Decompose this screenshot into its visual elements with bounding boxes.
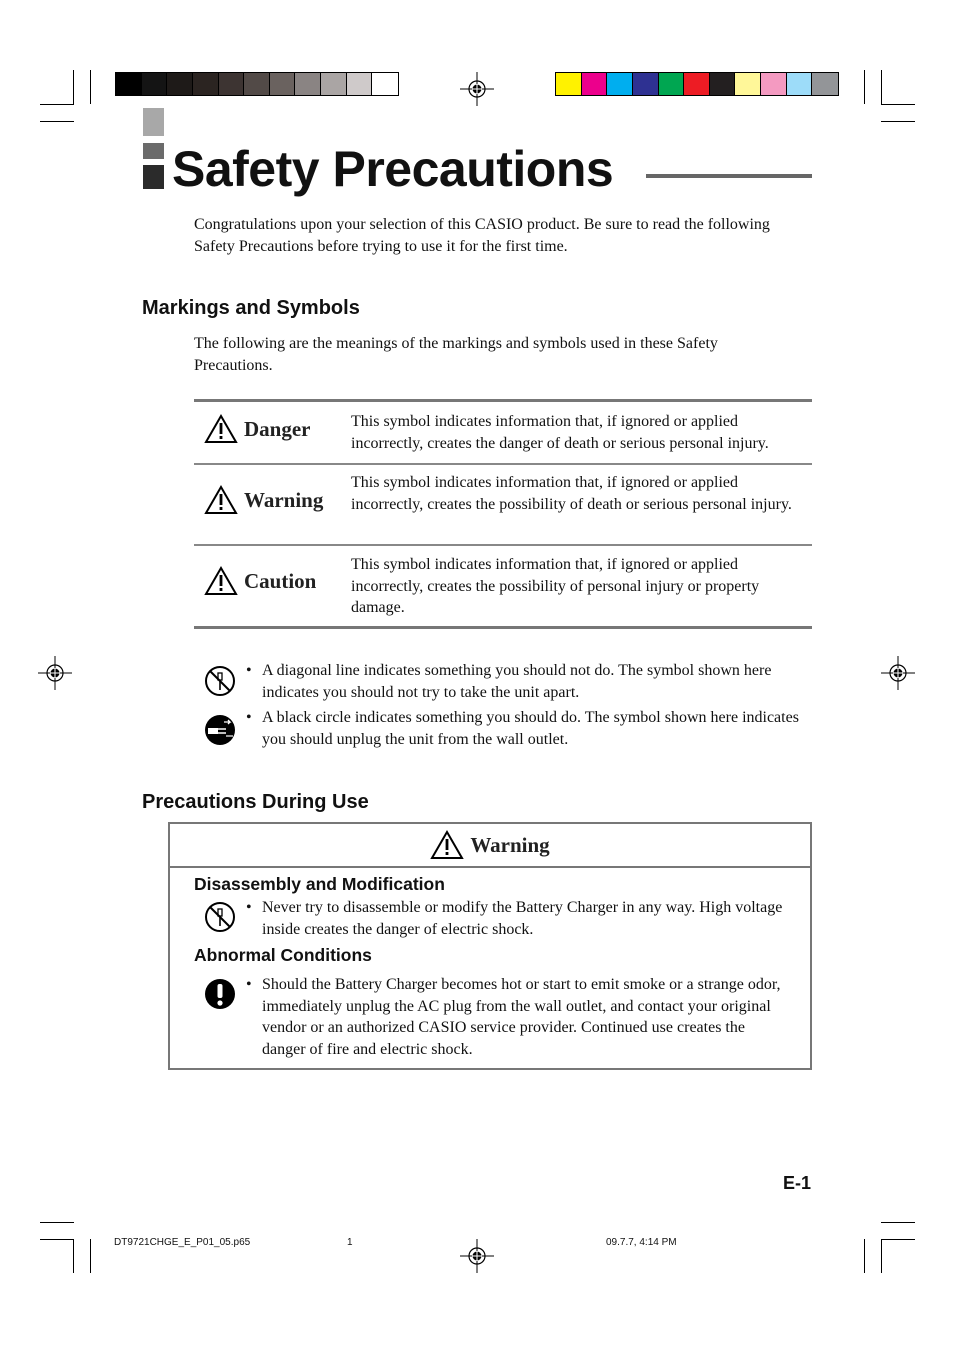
warning-box-label: Warning <box>470 832 550 857</box>
unplug-icon <box>204 714 236 746</box>
grayscale-bar <box>115 72 399 96</box>
color-swatch <box>142 73 168 95</box>
footer-timestamp: 09.7.7, 4:14 PM <box>606 1237 677 1248</box>
registration-mark-right <box>881 656 915 690</box>
symbol-label: Caution <box>244 568 317 593</box>
warning-box-header <box>170 824 810 868</box>
bullet: • <box>246 976 252 993</box>
color-swatch <box>347 73 373 95</box>
intro-paragraph: Congratulations upon your selection of this CASIO product. Be sure to read the following Safety Precautions before trying to use it for the first time. <box>194 216 770 255</box>
color-swatch <box>787 73 813 95</box>
section-title-abnormal: Abnormal Conditions <box>194 945 372 965</box>
symbol-row-caution <box>194 546 812 629</box>
color-swatch <box>116 73 142 95</box>
list-item <box>246 660 806 703</box>
footer-filename: DT9721CHGE_E_P01_05.p65 <box>114 1237 251 1248</box>
exclamation-icon <box>204 978 236 1010</box>
color-swatch <box>270 73 296 95</box>
precautions-heading: Precautions During Use <box>142 791 369 813</box>
symbol-row-warning <box>194 465 812 546</box>
color-swatch <box>582 73 608 95</box>
color-swatch <box>710 73 736 95</box>
bullet-text: Should the Battery Charger becomes hot or start to emit smoke or a strange odor, immediately unplug the AC plug from the wall outlet, and contact your original vendor or an authorized CASIO service provider. Continued use creates the danger of fire and electric shock. <box>262 976 781 1058</box>
bullet-text: A diagonal line indicates something you should not do. The symbol shown here indicates you should not try to take the unit apart. <box>262 662 772 701</box>
title-rule <box>646 174 812 178</box>
markings-heading: Markings and Symbols <box>142 297 360 319</box>
color-swatch <box>167 73 193 95</box>
color-swatch <box>761 73 787 95</box>
color-swatch <box>633 73 659 95</box>
symbol-description: This symbol indicates information that, if ignored or applied incorrectly, creates the possibility of personal injury or property damage. <box>351 556 760 616</box>
symbol-description: This symbol indicates information that, if ignored or applied incorrectly, creates the danger of death or serious personal injury. <box>351 413 769 452</box>
symbol-description: This symbol indicates information that, if ignored or applied incorrectly, creates the possibility of death or serious personal injury. <box>351 474 792 513</box>
color-swatch <box>684 73 710 95</box>
page-number: E-1 <box>783 1173 812 1193</box>
list-item <box>246 897 806 940</box>
list-item <box>246 707 806 750</box>
color-swatch <box>321 73 347 95</box>
symbol-label: Danger <box>244 416 311 441</box>
color-swatch <box>372 73 398 95</box>
color-swatch <box>607 73 633 95</box>
symbol-row-danger <box>194 402 812 465</box>
color-swatch <box>295 73 321 95</box>
color-swatch <box>735 73 761 95</box>
color-swatch <box>556 73 582 95</box>
warning-triangle-icon <box>430 830 464 860</box>
warning-triangle-icon <box>204 566 238 596</box>
bullet-text: Never try to disassemble or modify the Battery Charger in any way. High voltage inside creates the danger of electric shock. <box>262 899 783 938</box>
bullet: • <box>246 709 252 726</box>
color-swatch <box>244 73 270 95</box>
no-disassembly-icon <box>204 901 236 933</box>
section-title-disassembly: Disassembly and Modification <box>194 874 445 894</box>
color-swatch <box>659 73 685 95</box>
color-swatch <box>193 73 219 95</box>
markings-intro: The following are the meanings of the markings and symbols used in these Safety Precautions. <box>194 335 718 374</box>
bullet: • <box>246 899 252 916</box>
color-swatch <box>219 73 245 95</box>
no-disassembly-icon <box>204 665 236 697</box>
color-bar <box>555 72 839 96</box>
bullet: • <box>246 662 252 679</box>
warning-triangle-icon <box>204 414 238 444</box>
symbol-table <box>194 399 812 629</box>
warning-triangle-icon <box>204 485 238 515</box>
registration-mark-left <box>38 656 72 690</box>
registration-mark-bottom <box>460 1239 494 1273</box>
footer-sheet: 1 <box>347 1237 353 1248</box>
symbol-label: Warning <box>244 487 324 512</box>
color-swatch <box>812 73 838 95</box>
bullet-text: A black circle indicates something you should do. The symbol shown here indicates you should unplug the unit from the wall outlet. <box>262 709 799 748</box>
page-title: Safety Precautions <box>172 141 614 197</box>
registration-mark-top <box>460 72 494 106</box>
list-item <box>246 974 791 1060</box>
